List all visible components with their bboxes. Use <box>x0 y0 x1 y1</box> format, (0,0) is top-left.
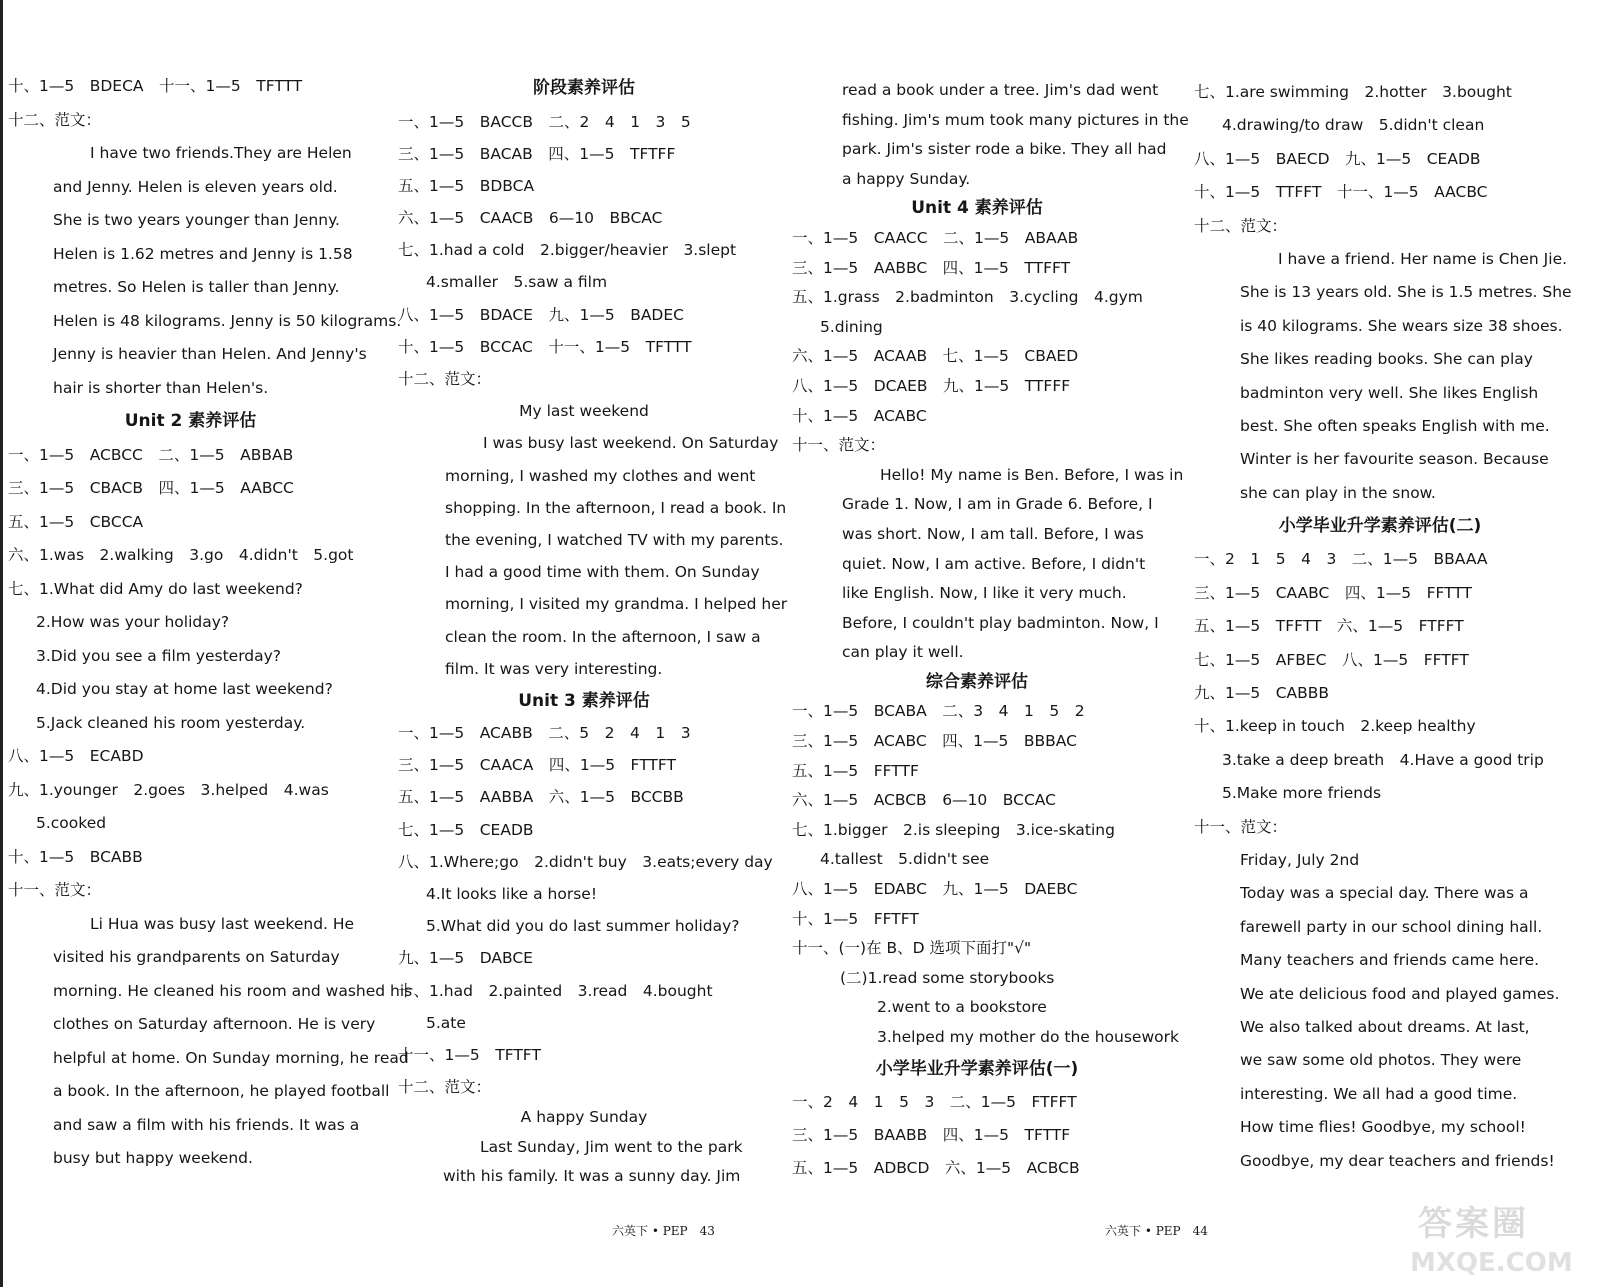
answer-line: 3.Did you see a film yesterday? <box>36 646 282 665</box>
essay-line: Goodbye, my dear teachers and friends! <box>1240 1151 1555 1170</box>
section-label: 十二、范文： <box>398 370 492 388</box>
essay-line: film. It was very interesting. <box>445 659 663 678</box>
answer-line: 4.drawing/to draw 5.didn't clean <box>1222 116 1485 135</box>
answer-line: 4.Did you stay at home last weekend? <box>36 680 333 698</box>
essay-line: How time flies! Goodbye, my school! <box>1240 1118 1526 1137</box>
essay-line: morning, I visited my grandma. I helped her <box>445 595 788 614</box>
answer-line: 3.take a deep breath 4.Have a good trip <box>1222 750 1544 769</box>
answer-line: 六、1—5 ACBCB 6—10 BCCAC <box>792 791 1056 810</box>
answer-line: 三、1—5 BAABB 四、1—5 TFTTF <box>792 1125 1071 1144</box>
essay-line: clean the room. In the afternoon, I saw a <box>445 627 761 646</box>
answer-line: 5.Jack cleaned his room yesterday. <box>36 713 306 732</box>
section-heading: Unit 2 素养评估 <box>124 411 257 431</box>
answer-line: 5.ate <box>426 1013 466 1032</box>
answer-line: 一、1—5 BACCB 二、2 4 1 3 5 <box>398 112 691 131</box>
section-label: 十二、范文： <box>1194 216 1288 235</box>
answer-line: 2.How was your holiday? <box>36 613 230 631</box>
essay-line: I had a good time with them. On Sunday <box>445 563 760 582</box>
answer-line: 七、1.are swimming 2.hotter 3.bought <box>1194 83 1512 101</box>
section-heading: Unit 3 素养评估 <box>518 690 650 711</box>
essay-line: Hello! My name is Ben. Before, I was in <box>880 465 1184 484</box>
answer-line: 九、1—5 DABCE <box>398 949 533 968</box>
essay-line: shopping. In the afternoon, I read a book. In <box>445 498 787 517</box>
answer-line: 五、1—5 ADBCD 六、1—5 ACBCB <box>792 1158 1080 1177</box>
essay-line: metres. So Helen is taller than Jenny. <box>53 278 340 296</box>
section-label: 十二、范文： <box>398 1078 492 1097</box>
answer-line: 七、1—5 AFBEC 八、1—5 FFTFT <box>1194 650 1469 669</box>
section-heading: 小学毕业升学素养评估(二) <box>1278 516 1482 537</box>
answer-line: 七、1.had a cold 2.bigger/heavier 3.slept <box>398 241 737 260</box>
essay-line: visited his grandparents on Saturday <box>53 948 340 966</box>
answer-line: 八、1—5 BDACE 九、1—5 BADEC <box>398 305 684 324</box>
answer-line: 五、1—5 BDBCA <box>398 176 535 195</box>
essay-line: morning, I washed my clothes and went <box>445 466 756 485</box>
essay-line: read a book under a tree. Jim's dad went <box>842 81 1159 99</box>
answer-line: 十一、1—5 TFTFT <box>398 1045 541 1064</box>
answer-line: 八、1—5 BAECD 九、1—5 CEADB <box>1194 149 1481 168</box>
essay-line: Winter is her favourite season. Because <box>1240 450 1549 469</box>
essay-line: badminton very well. She likes English <box>1240 383 1539 402</box>
essay-title: A happy Sunday <box>520 1108 648 1127</box>
essay-line: Li Hua was busy last weekend. He <box>90 914 355 933</box>
essay-line: best. She often speaks English with me. <box>1240 416 1550 435</box>
essay-line: we saw some old photos. They were <box>1240 1051 1522 1070</box>
answer-line: 4.It looks like a horse! <box>426 885 598 903</box>
answer-line: 4.tallest 5.didn't see <box>820 850 990 869</box>
answer-line: 三、1—5 CAACA 四、1—5 FTTFT <box>398 756 676 775</box>
essay-line: busy but happy weekend. <box>53 1149 253 1167</box>
answer-line: 七、1.What did Amy do last weekend? <box>8 579 303 598</box>
answer-line: 一、1—5 BCABA 二、3 4 1 5 2 <box>792 702 1085 721</box>
page-footer-right: 六英下 • PEP 44 <box>1105 1224 1208 1238</box>
answer-line: 十、1.keep in touch 2.keep healthy <box>1194 717 1476 736</box>
section-heading: 小学毕业升学素养评估(一) <box>875 1058 1079 1079</box>
essay-line: fishing. Jim's mum took many pictures in the <box>842 110 1189 129</box>
answer-line: 5.What did you do last summer holiday? <box>426 917 740 936</box>
answer-line: 八、1—5 ECABD <box>8 747 144 765</box>
answer-line: 4.smaller 5.saw a film <box>426 273 608 292</box>
answer-line: 一、1—5 ACBCC 二、1—5 ABBAB <box>8 445 294 464</box>
section-label: 十二、范文： <box>8 110 102 129</box>
essay-line: helpful at home. On Sunday morning, he read <box>53 1048 409 1067</box>
answer-line: 十、1—5 BCABB <box>8 847 143 866</box>
essay-line: a book. In the afternoon, he played football <box>53 1082 390 1100</box>
answer-line: 五、1—5 CBCCA <box>8 512 144 531</box>
section-label: 十一、范文： <box>8 881 102 899</box>
essay-line: Before, I couldn't play badminton. Now, I <box>842 613 1159 632</box>
answer-column-2 <box>398 72 788 1192</box>
answer-line: 六、1—5 CAACB 6—10 BBCAC <box>398 209 663 228</box>
essay-line: park. Jim's sister rode a bike. They all had <box>842 140 1167 159</box>
answer-line: 十、1—5 TTFFT 十一、1—5 AACBC <box>1194 183 1488 202</box>
essay-line: quiet. Now, I am active. Before, I didn't <box>842 554 1146 573</box>
answer-line: 八、1—5 DCAEB 九、1—5 TTFFF <box>792 376 1071 395</box>
answer-line: 一、1—5 CAACC 二、1—5 ABAAB <box>792 228 1079 247</box>
essay-line: Jenny is heavier than Helen. And Jenny's <box>53 345 367 363</box>
essay-line: Today was a special day. There was a <box>1240 884 1529 903</box>
answer-line: (二)1.read some storybooks <box>840 968 1055 987</box>
section-heading: Unit 4 素养评估 <box>911 198 1043 219</box>
answer-column-3 <box>792 76 1189 1185</box>
answer-column-1 <box>8 70 413 1176</box>
essay-line: interesting. We all had a good time. <box>1240 1084 1518 1103</box>
answer-line: 九、1—5 CABBB <box>1194 684 1330 703</box>
answer-line: 六、1—5 ACAAB 七、1—5 CBAED <box>792 347 1079 366</box>
essay-line: hair is shorter than Helen's. <box>53 378 269 397</box>
essay-line: We also talked about dreams. At last, <box>1240 1017 1530 1036</box>
answer-line: 五、1—5 AABBA 六、1—5 BCCBB <box>398 788 684 807</box>
essay-line: Last Sunday, Jim went to the park <box>480 1137 743 1156</box>
answer-line: 十、1—5 FFTFT <box>792 909 919 928</box>
essay-line: Friday, July 2nd <box>1240 850 1360 869</box>
answer-line: 八、1—5 EDABC 九、1—5 DAEBC <box>792 880 1078 899</box>
answer-line: 十、1—5 BDECA 十一、1—5 TFTTT <box>8 77 303 95</box>
answer-line: 十、1—5 BCCAC 十一、1—5 TFTTT <box>398 337 692 356</box>
answer-line: 三、1—5 CAABC 四、1—5 FFTTT <box>1194 583 1473 602</box>
answer-line: 五、1.grass 2.badminton 3.cycling 4.gym <box>792 288 1143 307</box>
answer-line: 十、1.had 2.painted 3.read 4.bought <box>398 981 713 1000</box>
watermark-text: 答案圈 <box>1418 1204 1529 1244</box>
page-footer-left: 六英下 • PEP 43 <box>612 1224 715 1238</box>
section-label: 十一、范文： <box>792 436 886 455</box>
essay-line: the evening, I watched TV with my parents. <box>445 530 784 549</box>
essay-line: is 40 kilograms. She wears size 38 shoes. <box>1240 316 1563 335</box>
answer-line: 六、1.was 2.walking 3.go 4.didn't 5.got <box>8 546 354 564</box>
essay-line: I have two friends.They are Helen <box>90 144 352 162</box>
answer-line: 5.Make more friends <box>1222 784 1382 803</box>
answer-line: 三、1—5 AABBC 四、1—5 TTFFT <box>792 258 1071 277</box>
answer-line: 十一、(一)在 B、D 选项下面打"√" <box>792 939 1032 958</box>
page-left-edge <box>0 0 3 1287</box>
essay-line: I was busy last weekend. On Saturday <box>483 434 779 453</box>
essay-line: she can play in the snow. <box>1240 483 1436 502</box>
essay-line: farewell party in our school dining hall. <box>1240 917 1543 936</box>
answer-line: 九、1.younger 2.goes 3.helped 4.was <box>8 780 329 799</box>
essay-line: can play it well. <box>842 643 964 662</box>
answer-line: 三、1—5 BACAB 四、1—5 TFTFF <box>398 144 676 163</box>
answer-line: 十、1—5 ACABC <box>792 406 927 425</box>
answer-line: 一、2 4 1 5 3 二、1—5 FTFFT <box>792 1092 1077 1111</box>
essay-line: Helen is 1.62 metres and Jenny is 1.58 <box>53 244 353 263</box>
essay-line: like English. Now, I like it very much. <box>842 584 1127 603</box>
section-heading: 阶段素养评估 <box>533 78 635 98</box>
answer-line: 五、1—5 FFTTF <box>792 761 919 780</box>
answer-line: 5.dining <box>820 317 883 336</box>
essay-line: I have a friend. Her name is Chen Jie. <box>1278 249 1568 268</box>
answer-column-4 <box>1194 76 1572 1178</box>
answer-line: 七、1—5 CEADB <box>398 820 534 839</box>
essay-line: was short. Now, I am tall. Before, I was <box>842 524 1144 543</box>
answer-line: 三、1—5 CBACB 四、1—5 AABCC <box>8 479 294 497</box>
answer-line: 七、1.bigger 2.is sleeping 3.ice-skating <box>792 820 1115 839</box>
essay-line: Many teachers and friends came here. <box>1240 951 1540 970</box>
essay-line: We ate delicious food and played games. <box>1240 984 1560 1003</box>
essay-line: clothes on Saturday afternoon. He is very <box>53 1015 376 1033</box>
essay-line: with his family. It was a sunny day. Jim <box>443 1167 741 1186</box>
essay-line: Helen is 48 kilograms. Jenny is 50 kilograms. <box>53 311 402 330</box>
watermark-url: MXQE.COM <box>1410 1248 1573 1278</box>
section-label: 十一、范文： <box>1194 817 1288 836</box>
watermark-logo <box>1410 1196 1588 1280</box>
essay-line: She likes reading books. She can play <box>1240 350 1533 369</box>
section-heading: 综合素养评估 <box>926 671 1028 692</box>
answer-line: 2.went to a bookstore <box>877 998 1047 1017</box>
essay-line: She is 13 years old. She is 1.5 metres. She <box>1240 283 1572 302</box>
essay-line: She is two years younger than Jenny. <box>53 211 340 229</box>
essay-title: My last weekend <box>519 402 649 421</box>
answer-line: 5.cooked <box>36 814 107 832</box>
essay-line: and Jenny. Helen is eleven years old. <box>53 177 338 196</box>
answer-line: 八、1.Where;go 2.didn't buy 3.eats;every day <box>398 852 773 871</box>
answer-line: 一、2 1 5 4 3 二、1—5 BBAAA <box>1194 550 1488 569</box>
essay-line: and saw a film with his friends. It was a <box>53 1115 360 1134</box>
answer-line: 3.helped my mother do the housework <box>877 1028 1179 1046</box>
essay-line: Grade 1. Now, I am in Grade 6. Before, I <box>842 495 1153 514</box>
essay-line: morning. He cleaned his room and washed his <box>53 981 413 1000</box>
essay-line: a happy Sunday. <box>842 169 971 188</box>
answer-line: 一、1—5 ACABB 二、5 2 4 1 3 <box>398 724 691 743</box>
answer-line: 五、1—5 TFFTT 六、1—5 FTFFT <box>1194 617 1464 636</box>
answer-line: 三、1—5 ACABC 四、1—5 BBBAC <box>792 732 1077 751</box>
